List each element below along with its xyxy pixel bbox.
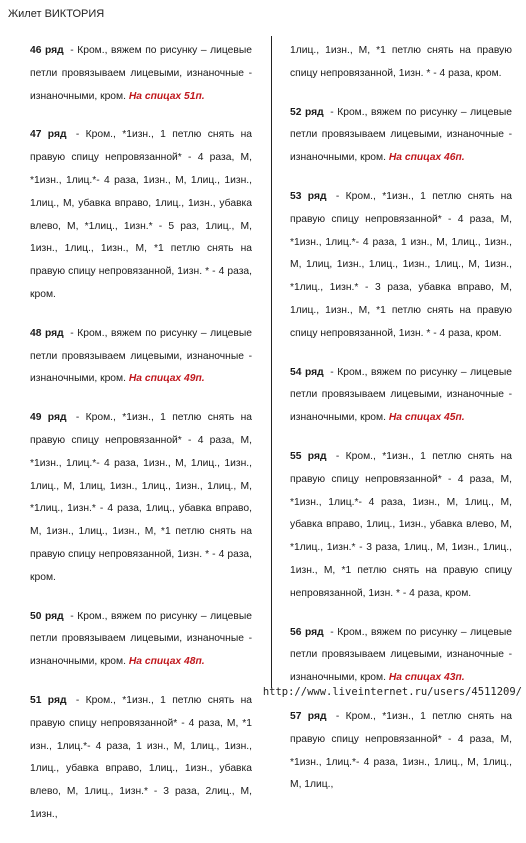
- row-instruction: [290, 706, 512, 797]
- source-url: http://www.liveinternet.ru/users/4511209/: [262, 686, 522, 698]
- stitch-count: На спицах 51п.: [128, 90, 205, 102]
- stitch-count: На спицах 45п.: [388, 412, 465, 424]
- stitch-count: На спицах 46п.: [388, 152, 465, 164]
- row-text: 1лиц., 1изн., М, *1 петлю снять на правую спицу непровязанной, 1изн. * - 4 раза, кром.: [290, 45, 512, 79]
- row-instruction: [30, 690, 252, 827]
- row-instruction: [290, 40, 512, 86]
- row-text: - Кром., *1изн., 1 петлю снять на правую спицу непровязанной* - 4 раза, М, *1изн., 1лиц.*- 4 раза, 1изн., М, 1лиц., 1изн., 1лиц., М, убавка вправо, 1лиц., 1изн., убавка влево, М, *1лиц., 1изн.* - 5 раз, 1лиц., М, 1изн., 1лиц., 1изн., М, *1 петлю снять на правую спицу непровязанной, 1изн. * - 4 раза, кром.: [30, 129, 252, 300]
- page-header: Жилет ВИКТОРИЯ: [8, 8, 105, 20]
- row-number: 50 ряд: [30, 610, 64, 622]
- row-number: 52 ряд: [290, 106, 324, 118]
- row-text: - Кром., *1изн., 1 петлю снять на правую спицу непровязанной* - 4 раза, М, *1изн., 1лиц.*- 4 раза, 1изн., М, 1лиц., М, убавка вправо, 1лиц., 1изн., убавка влево, М, *1лиц., 1изн.* - 3 раза, 1лиц., М, 1изн., 1лиц., 1изн., М, *1 петлю снять на правую спицу непровязанной, 1изн. * - 4 раза, кром.: [290, 450, 512, 599]
- row-instruction: [290, 446, 512, 606]
- row-number: 54 ряд: [290, 366, 324, 378]
- row-text: - Кром., *1изн., 1 петлю снять на правую спицу непровязанной* - 4 раза, М, *1 изн., 1лиц.*- 4 раза, 1 изн., М, 1лиц., 1изн., 1лиц., убавка вправо, 1лиц., 1изн., убавка влево, М, 1лиц., 1изн.* - 3 раза, 2лиц., М, 1изн.,: [30, 694, 252, 820]
- row-text: - Кром., *1изн., 1 петлю снять на правую спицу непровязанной* - 4 раза, М, *1изн., 1лиц.*- 4 раза, 1изн., 1лиц., М, 1лиц., М, 1лиц.,: [290, 710, 512, 791]
- stitch-count: На спицах 49п.: [128, 373, 205, 385]
- column-divider: [271, 36, 272, 688]
- row-instruction: [30, 124, 252, 306]
- left-column: [30, 40, 252, 843]
- row-number: 49 ряд: [30, 412, 67, 424]
- row-text: - Кром., *1изн., 1 петлю снять на правую спицу непровязанной* - 4 раза, М, *1изн., 1лиц.*- 4 раза, 1 изн., М, 1лиц., 1изн., М, 1лиц, 1изн., 1лиц., 1изн., 1лиц., М, 1изн., *1лиц., 1изн.* - 3 раза, убавка вправо, М, 1лиц., 1изн., М, *1 петлю снять на правую спицу непровязанной, 1изн. * - 4 раза, кром.: [290, 190, 512, 339]
- row-instruction: [30, 606, 252, 674]
- row-number: 53 ряд: [290, 190, 327, 202]
- row-text: - Кром., вяжем по рисунку – лицевые петли провязываем лицевыми, изнаночные - изнаночными, кром.: [290, 366, 512, 424]
- row-text: - Кром., вяжем по рисунку – лицевые петли провязываем лицевыми, изнаночные - изнаночными, кром.: [290, 626, 512, 684]
- row-instruction: [30, 323, 252, 391]
- row-number: 47 ряд: [30, 129, 67, 141]
- stitch-count: На спицах 43п.: [388, 672, 465, 684]
- stitch-count: На спицах 48п.: [128, 656, 205, 668]
- row-instruction: [290, 102, 512, 170]
- row-text: - Кром., вяжем по рисунку – лицевые петли провязываем лицевыми, изнаночные - изнаночными, кром.: [30, 610, 252, 668]
- row-text: - Кром., вяжем по рисунку – лицевые петли провязываем лицевыми, изнаночные - изнаночными, кром.: [30, 327, 252, 385]
- row-text: - Кром., вяжем по рисунку – лицевые петли провязываем лицевыми, изнаночные - изнаночными, кром.: [30, 45, 252, 102]
- row-number: 51 ряд: [30, 694, 67, 706]
- row-number: 46 ряд: [30, 45, 64, 56]
- row-instruction: [290, 362, 512, 430]
- row-number: 56 ряд: [290, 626, 324, 638]
- row-number: 57 ряд: [290, 710, 327, 722]
- row-instruction: [290, 186, 512, 346]
- row-text: - Кром., *1изн., 1 петлю снять на правую спицу непровязанной* - 4 раза, М, *1изн., 1лиц.*- 4 раза, 1изн., М, 1лиц., 1изн., 1лиц., М, 1лиц, 1изн., 1лиц., 1изн., 1лиц., М, *1лиц., 1изн.* - 4 раза, 1лиц., убавка вправо, М, 1изн., 1лиц., 1изн., М, *1 петлю снять на правую спицу непровязанной, 1изн. * - 4 раза, кром.: [30, 412, 252, 583]
- row-instruction: [30, 407, 252, 589]
- row-number: 48 ряд: [30, 327, 64, 339]
- row-instruction: [30, 40, 252, 108]
- row-instruction: [290, 622, 512, 690]
- row-text: - Кром., вяжем по рисунку – лицевые петли провязываем лицевыми, изнаночные - изнаночными, кром.: [290, 106, 512, 164]
- row-number: 55 ряд: [290, 450, 327, 462]
